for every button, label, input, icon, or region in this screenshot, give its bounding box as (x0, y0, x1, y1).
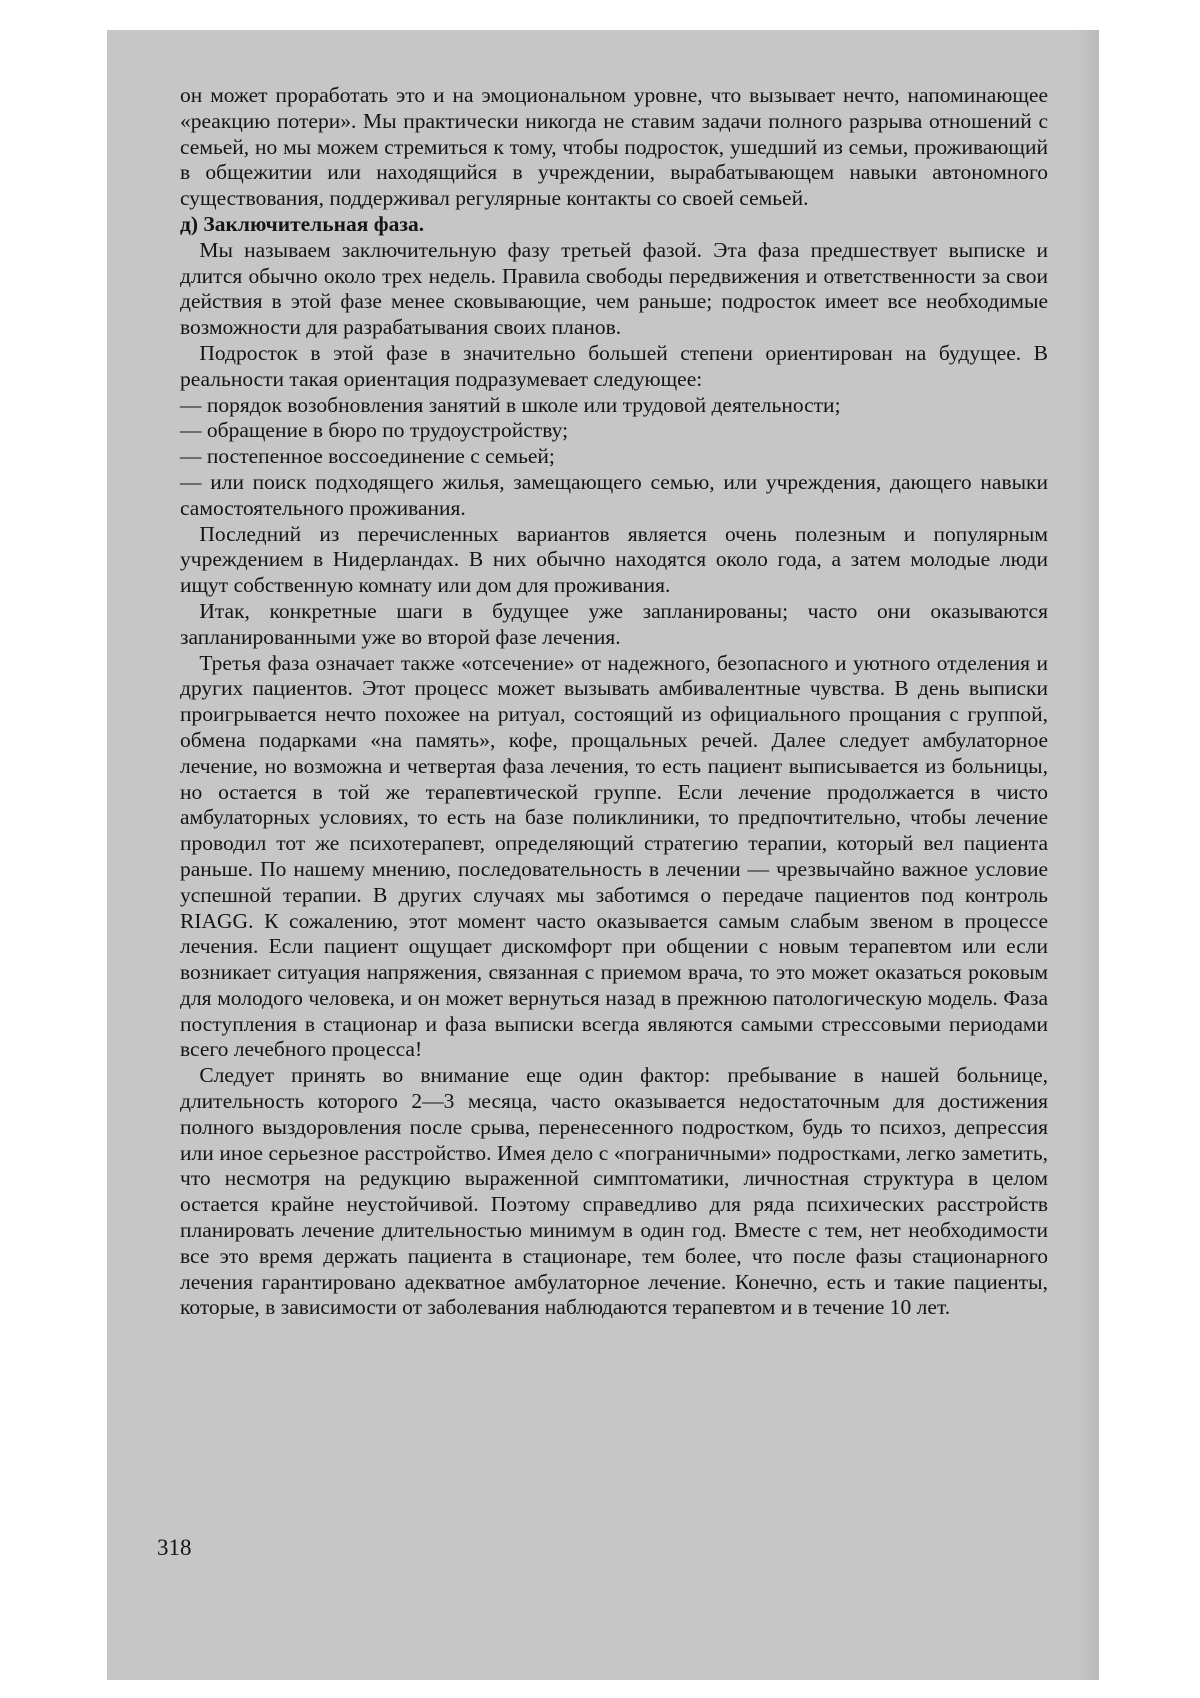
section-heading: д) Заключительная фаза. (180, 211, 425, 236)
paragraph: Последний из перечисленных вариантов является очень полезным и популярным учреждением в Нидерландах. В них обычно находятся около года, а затем молодые люди ищут собственную комнату или дом для проживания. (180, 521, 1048, 598)
page-number: 318 (157, 1535, 192, 1560)
list-item: — обращение в бюро по трудоустройству; (180, 418, 569, 443)
list-item: — или поиск подходящего жилья, замещающего семью, или учреждения, дающего навыки самостоятельного проживания. (180, 469, 1048, 520)
paragraph: Третья фаза означает также «отсечение» от надежного, безопасного и уютного отделения и других пациентов. Этот процесс может вызывать амбивалентные чувства. В день выписки проигрывается нечто похожее на ритуал, состоящий из официального прощания с группой, обмена подарками «на память», кофе, прощальных речей. Далее следует амбулаторное лечение, но возможна и четвертая фаза лечения, то есть пациент выписывается из больницы, но остается в той же терапевтической группе. Если лечение продолжается в чисто амбулаторных условиях, то есть на базе поликлиники, то предпочтительно, чтобы лечение проводил тот же психотерапевт, определяющий стратегию терапии, который вел пациента раньше. По нашему мнению, последовательность в лечении — чрезвычайно важное условие успешной терапии. В других случаях мы заботимся о передаче пациентов под контроль RIAGG. К сожалению, этот момент часто оказывается самым слабым звеном в процессе лечения. Если пациент ощущает дискомфорт при общении с новым терапевтом или если возникает ситуация напряжения, связанная с приемом врача, то это может оказаться роковым для молодого человека, и он может вернуться назад в прежнюю патологическую модель. Фаза поступления в стационар и фаза выписки всегда являются самыми стрессовыми периодами всего лечебного процесса! (180, 650, 1048, 1062)
paragraph: Следует принять во внимание еще один фактор: пребывание в нашей больнице, длительность которого 2—3 месяца, часто оказывается недостаточным для достижения полного выздоровления после срыва, перенесенного подростком, будь то психоз, депрессия или иное серьезное расстройство. Имея дело с «пограничными» подростками, легко заметить, что несмотря на редукцию выраженной симптоматики, личностная структура в целом остается крайне неустойчивой. Поэтому справедливо для ряда психических расстройств планировать лечение длительностью минимум в один год. Вместе с тем, нет необходимости все это время держать пациента в стационаре, тем более, что после фазы стационарного лечения гарантировано адекватное амбулаторное лечение. Конечно, есть и такие пациенты, которые, в зависимости от заболевания наблюдаются терапевтом и в течение 10 лет. (180, 1063, 1048, 1320)
paragraph: Итак, конкретные шаги в будущее уже запланированы; часто они оказываются запланированными уже во второй фазе лечения. (180, 598, 1048, 649)
list-item: — постепенное воссоединение с семьей; (180, 444, 555, 469)
page-body (180, 83, 1048, 1321)
paragraph: Подросток в этой фазе в значительно большей степени ориентирован на будущее. В реальности такая ориентация подразумевает следующее: (180, 340, 1048, 391)
paragraph-continuation: он может проработать это и на эмоциональном уровне, что вызывает нечто, напоминающее «реакцию потери». Мы практически никогда не ставим задачи полного разрыва отношений с семьей, но мы можем стремиться к тому, чтобы подросток, ушедший из семьи, проживающий в общежитии или находящийся в учреждении, вырабатывающем навыки автономного существования, поддерживал регулярные контакты со своей семьей. (180, 83, 1048, 211)
paragraph: Мы называем заключительную фазу третьей фазой. Эта фаза предшествует выписке и длится обычно около трех недель. Правила свободы передвижения и ответственности за свои действия в этой фазе менее сковывающие, чем раньше; подросток имеет все необходимые возможности для разрабатывания своих планов. (180, 237, 1048, 340)
list-item: — порядок возобновления занятий в школе или трудовой деятельности; (180, 392, 841, 417)
